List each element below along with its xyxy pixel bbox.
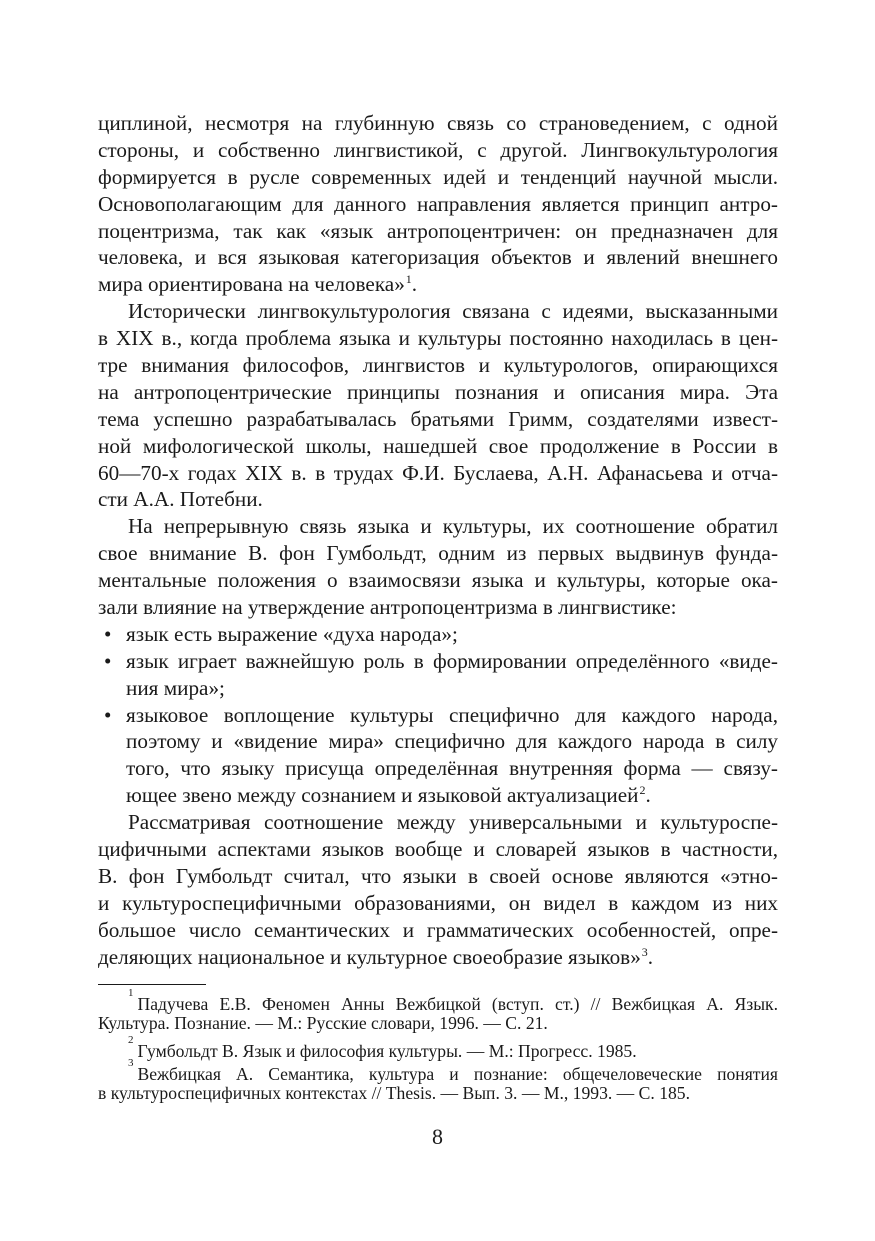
text-line: языковое воплощение культуры специфично для каждого народа, — [126, 702, 778, 727]
bullet-icon: • — [104, 648, 112, 673]
punctuation: . — [647, 944, 654, 969]
text-line: стороны, и собственно лингвистикой, с другой. Лингвокультурология — [98, 137, 778, 162]
text-line: и культуроспецифичными образованиями, он видел в каждом из них — [98, 890, 778, 915]
footnote-text: Гумбольдт В. Язык и философия культуры. — М.: Прогресс. 1985. — [137, 1040, 637, 1061]
text-line: ментальные положения о взаимосвязи языка и культуры, которые ока- — [98, 568, 778, 593]
text-line: в XIX в., когда проблема языка и культуры постоянно находилась в цен- — [98, 326, 778, 351]
text-line: человека, и вся языковая категоризация объектов и явлений внешнего — [98, 245, 778, 270]
footnote-number: 2 — [128, 1033, 134, 1046]
footnote-line — [98, 989, 778, 1012]
footnote-3 — [98, 1056, 778, 1106]
text-line — [126, 782, 778, 809]
line-text: мира ориентирована на человека» — [98, 272, 405, 297]
text-line: язык играет важнейшую роль в формировании определённого «виде- — [126, 648, 778, 673]
punctuation: . — [645, 783, 651, 808]
bullet-list — [98, 621, 778, 809]
footnote-divider — [98, 984, 206, 985]
footnote-line — [98, 1033, 778, 1061]
text-line — [98, 271, 778, 298]
text-line: тема успешно разрабатывалась братьями Гримм, создателями извест- — [98, 406, 778, 431]
footnote-line: в культуроспецифичных контекстах // Thesis. — Вып. 3. — М., 1993. — С. 185. — [98, 1083, 690, 1104]
footnote-2 — [98, 1033, 778, 1061]
footnote-text: Падучева Е.В. Феномен Анны Вежбицкой (вступ. ст.) // Вежбицкая А. Язык. — [137, 993, 778, 1014]
text-line: тре внимания философов, лингвистов и культурологов, опирающихся — [98, 353, 778, 378]
text-line: сти А.А. Потебни. — [98, 487, 263, 512]
text-line: свое внимание В. фон Гумбольдт, одним из первых выдвинув фунда- — [98, 541, 778, 566]
bullet-icon: • — [104, 702, 112, 727]
text-line: На непрерывную связь языка и культуры, их соотношение обратил — [128, 514, 778, 539]
text-line: поэтому и «видение мира» специфично для каждого народа в силу — [126, 729, 778, 754]
main-text — [98, 110, 778, 971]
paragraph-1 — [98, 110, 778, 298]
text-line: формируется в русле современных идей и тенденций научной мысли. — [98, 164, 778, 189]
punctuation: . — [411, 272, 418, 297]
footnote-mark[interactable]: 1 — [405, 272, 412, 287]
text-line: 60—70-х годах XIX в. в трудах Ф.И. Буслаева, А.Н. Афанасьева и отча- — [98, 460, 778, 485]
footnote-mark[interactable]: 2 — [639, 783, 646, 798]
bullet-icon: • — [104, 621, 112, 646]
text-line — [98, 944, 778, 971]
footnote-1 — [98, 989, 778, 1036]
text-line: на антропоцентрические принципы познания и описания мира. Эта — [98, 379, 778, 404]
text-line: язык есть выражение «духа народа»; — [126, 621, 458, 646]
text-line: ния мира»; — [126, 675, 225, 700]
text-line: большое число семантических и грамматических особенностей, опре- — [98, 917, 778, 942]
paragraph-2 — [98, 298, 778, 513]
footnote-line — [98, 1056, 778, 1084]
footnote-mark[interactable]: 3 — [641, 944, 648, 959]
list-item — [98, 621, 778, 648]
text-line: поцентризма, так как «язык антропоцентричен: он предназначен для — [98, 218, 778, 243]
text-line: ной мифологической школы, нашедшей свое продолжение в России в — [98, 433, 778, 458]
footnotes — [98, 989, 778, 1105]
text-line: В. фон Гумбольдт считал, что языки в своей основе являются «этно- — [98, 863, 778, 888]
paragraph-3 — [98, 513, 778, 621]
line-text: деляющих национальное и культурное своеобразие языков» — [98, 944, 641, 969]
page-number: 8 — [432, 1124, 443, 1149]
list-item — [98, 648, 778, 702]
footnote-number: 3 — [128, 1056, 134, 1069]
text-line: циплиной, несмотря на глубинную связь со страноведением, с одной — [98, 111, 778, 135]
text-line: Рассматривая соотношение между универсальными и культуроспе- — [128, 810, 778, 835]
text-line: того, что языку присуща определённая внутренняя форма — связу- — [126, 756, 778, 781]
text-line: Основополагающим для данного направления является принцип антро- — [98, 191, 778, 216]
list-item — [98, 702, 778, 810]
footnote-text: Вежбицкая А. Семантика, культура и познание: общечеловеческие понятия — [137, 1063, 778, 1084]
text-line: зали влияние на утверждение антропоцентризма в лингвистике: — [98, 595, 677, 620]
footnote-number: 1 — [128, 987, 134, 999]
footnote-line: Культура. Познание. — М.: Русские словари, 1996. — С. 21. — [98, 1013, 548, 1034]
line-text: ющее звено между сознанием и языковой актуализацией — [126, 783, 639, 808]
text-line: Исторически лингвокультурология связана с идеями, высказанными — [128, 299, 778, 324]
paragraph-4 — [98, 809, 778, 970]
text-line: цифичными аспектами языков вообще и словарей языков в частности, — [98, 837, 778, 862]
